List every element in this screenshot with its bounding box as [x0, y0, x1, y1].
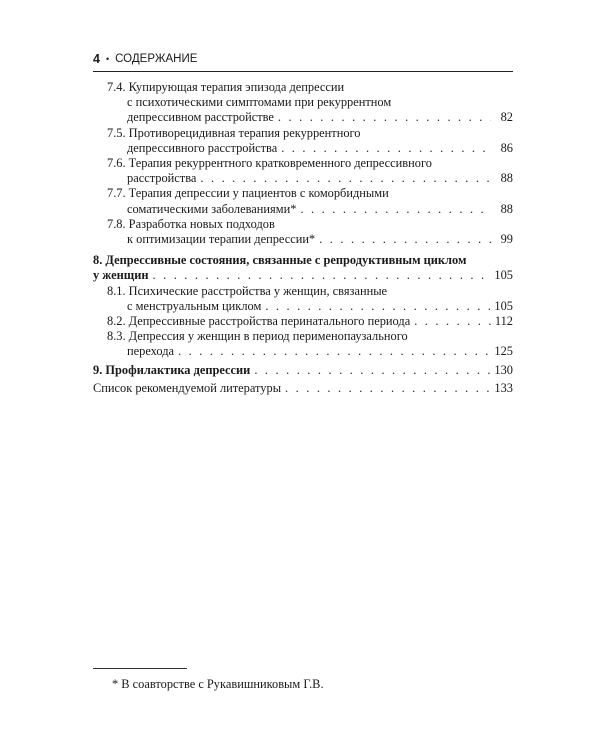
- table-of-contents: [93, 80, 513, 396]
- toc-chapter-9[interactable]: [93, 363, 513, 378]
- leader-dots: [265, 299, 490, 314]
- toc-page-number: 88: [500, 171, 513, 186]
- toc-entry-7-7[interactable]: [93, 186, 513, 216]
- header-title: СОДЕРЖАНИЕ: [115, 53, 198, 65]
- toc-entry-text: 7.6. Терапия рекуррентного кратковременного депрессивного: [107, 156, 432, 171]
- toc-page-number: 112: [494, 314, 513, 329]
- running-header: [93, 52, 513, 72]
- toc-page-number: 99: [500, 232, 513, 247]
- toc-entry-text: расстройства: [127, 171, 197, 186]
- toc-entry-text: перехода: [127, 344, 175, 359]
- toc-chapter-8[interactable]: [93, 253, 513, 283]
- leader-dots: [414, 314, 491, 329]
- leader-dots: [254, 363, 490, 378]
- toc-entry-text: 7.5. Противорецидивная терапия рекуррентного: [107, 125, 361, 140]
- toc-entry-text: депрессивного расстройства: [127, 140, 278, 155]
- leader-dots: [278, 110, 491, 125]
- toc-entry-text: соматическими заболеваниями*: [127, 201, 297, 216]
- toc-entry-8-3[interactable]: [93, 329, 513, 359]
- toc-page-number: 125: [494, 344, 513, 359]
- toc-page-number: 133: [494, 380, 513, 395]
- toc-entry-8-1[interactable]: [93, 284, 513, 314]
- toc-chapter-text: 9. Профилактика депрессии: [93, 362, 251, 377]
- footnote-rule: [93, 668, 187, 669]
- leader-dots: [319, 232, 491, 247]
- leader-dots: [178, 344, 490, 359]
- toc-entry-text: депрессивном расстройстве: [127, 110, 274, 125]
- toc-page-number: 105: [494, 268, 513, 283]
- leader-dots: [153, 268, 491, 283]
- toc-entry-7-8[interactable]: [93, 217, 513, 247]
- toc-page-number: 105: [494, 298, 513, 313]
- toc-entry-7-5[interactable]: [93, 126, 513, 156]
- leader-dots: [200, 171, 491, 186]
- leader-dots: [285, 381, 490, 396]
- leader-dots: [300, 202, 491, 217]
- toc-entry-8-2[interactable]: [93, 314, 513, 329]
- toc-entry-text: 8.3. Депрессия у женщин в период перименопаузального: [107, 329, 408, 344]
- page-number: 4: [93, 52, 100, 66]
- toc-page-number: 88: [500, 201, 513, 216]
- toc-entry-7-4[interactable]: [93, 80, 513, 126]
- header-bullet: •: [105, 54, 110, 64]
- toc-entry-text: 7.7. Терапия депрессии у пациентов с коморбидными: [107, 186, 389, 201]
- leader-dots: [281, 141, 491, 156]
- toc-entry-text: к оптимизации терапии депрессии*: [127, 232, 316, 247]
- toc-page-number: 130: [494, 362, 513, 377]
- toc-entry-text: с психотическими симптомами при рекуррентном: [127, 95, 392, 110]
- toc-entry-text: 8.1. Психические расстройства у женщин, связанные: [107, 283, 388, 298]
- toc-entry-text: с менструальным циклом: [127, 298, 262, 313]
- toc-page-number: 82: [500, 110, 513, 125]
- toc-chapter-text: у женщин: [93, 268, 149, 283]
- toc-references[interactable]: [93, 381, 513, 396]
- toc-entry-7-6[interactable]: [93, 156, 513, 186]
- toc-entry-text: 8.2. Депрессивные расстройства перинатального периода: [107, 314, 411, 329]
- toc-page-number: 86: [500, 140, 513, 155]
- toc-chapter-text: 8. Депрессивные состояния, связанные с репродуктивным циклом: [93, 253, 467, 268]
- toc-entry-text: 7.8. Разработка новых подходов: [107, 216, 275, 231]
- toc-references-text: Список рекомендуемой литературы: [93, 380, 282, 395]
- toc-entry-text: 7.4. Купирующая терапия эпизода депрессии: [107, 80, 345, 94]
- footnote: * В соавторстве с Рукавишниковым Г.В.: [112, 677, 324, 691]
